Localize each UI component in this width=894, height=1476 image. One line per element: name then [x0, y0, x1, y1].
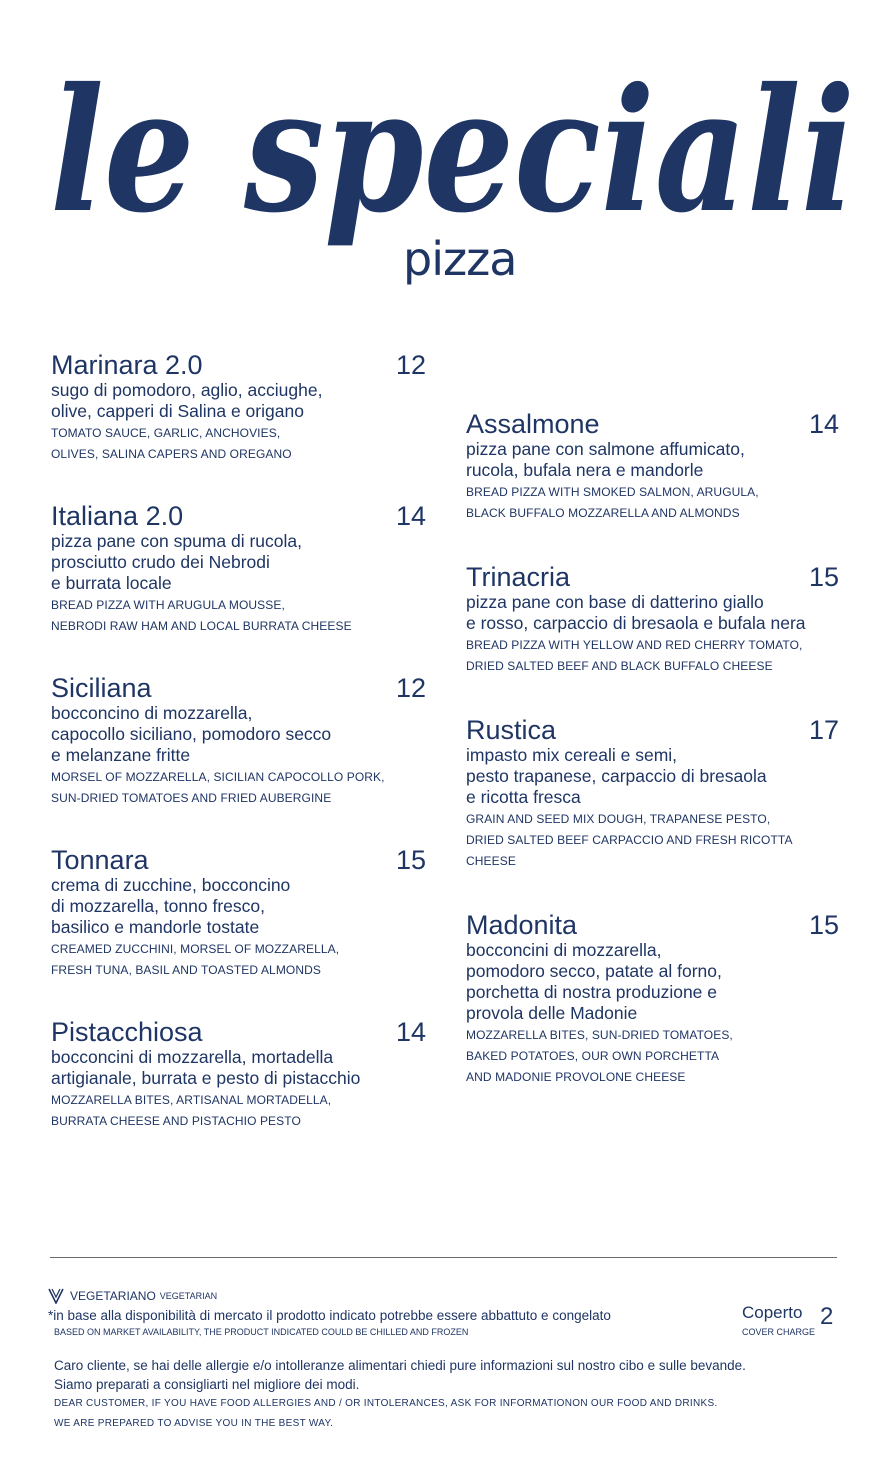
item-english: BREAD PIZZA WITH YELLOW AND RED CHERRY TOMATO, DRIED SALTED BEEF AND BLACK BUFFALO CHEESE [466, 638, 803, 673]
item-description: bocconcini di mozzarella, pomodoro secco, patate al forno, porchetta di nostra produzione e provola delle Madonie [466, 940, 722, 1023]
item-description: sugo di pomodoro, aglio, acciughe, olive, capperi di Salina e origano [51, 380, 323, 421]
item-name: Trinacria [466, 562, 571, 592]
item-english: MOZZARELLA BITES, ARTISANAL MORTADELLA, BURRATA CHEESE AND PISTACHIO PESTO [51, 1093, 332, 1128]
item-name: Rustica [466, 715, 557, 745]
menu-item-rustica [466, 715, 841, 872]
menu-item-pistacchiosa [51, 1017, 431, 1132]
vegetarian-icon [48, 1288, 64, 1304]
availability-note-en: BASED ON MARKET AVAILABILITY, THE PRODUCT INDICATED COULD BE CHILLED AND FROZEN [54, 1327, 469, 1337]
item-price: 14 [809, 409, 840, 439]
menu-subtitle: pizza [403, 232, 517, 286]
item-price: 15 [809, 562, 840, 592]
allergy-text-en-1: DEAR CUSTOMER, IF YOU HAVE FOOD ALLERGIES AND / OR INTOLERANCES, ASK FOR INFORMATIONON OUR FOOD AND DRINKS. [54, 1398, 718, 1409]
menu-column-left [51, 350, 431, 1168]
menu-item-italiana [51, 501, 431, 637]
item-name: Marinara 2.0 [51, 350, 203, 380]
item-name: Madonita [466, 910, 578, 940]
item-price: 12 [396, 673, 427, 703]
footer-notes [48, 1288, 848, 1337]
cover-charge [742, 1303, 815, 1337]
item-name: Pistacchiosa [51, 1017, 203, 1047]
allergy-text-it-2: Siamo preparati a consigliarti nel migliore dei modi. [54, 1377, 360, 1392]
menu-item-siciliana [51, 673, 431, 809]
item-description: crema di zucchine, bocconcino di mozzarella, tonno fresco, basilico e mandorle tostate [51, 875, 291, 937]
allergy-text-it-1: Caro cliente, se hai delle allergie e/o intolleranze alimentari chiedi pure informazioni sul nostro cibo e sulle bevande. [54, 1358, 746, 1373]
menu-item-assalmone [466, 409, 841, 524]
item-price: 14 [396, 1017, 427, 1047]
item-english: GRAIN AND SEED MIX DOUGH, TRAPANESE PESTO, DRIED SALTED BEEF CARPACCIO AND FRESH RICOTTA CHEESE [466, 812, 792, 868]
item-description: pizza pane con base di datterino giallo e rosso, carpaccio di bresaola e bufala nera [466, 592, 806, 633]
allergy-notice [54, 1356, 854, 1434]
item-english: CREAMED ZUCCHINI, MORSEL OF MOZZARELLA, FRESH TUNA, BASIL AND TOASTED ALMONDS [51, 942, 340, 977]
vegetarian-label-en: VEGETARIAN [159, 1291, 218, 1301]
item-description: bocconcini di mozzarella, mortadella artigianale, burrata e pesto di pistacchio [51, 1047, 361, 1088]
item-english: TOMATO SAUCE, GARLIC, ANCHOVIES, OLIVES, SALINA CAPERS AND OREGANO [51, 426, 292, 461]
cover-charge-price: 2 [820, 1303, 834, 1330]
vegetarian-legend [48, 1288, 848, 1304]
item-english: MORSEL OF MOZZARELLA, SICILIAN CAPOCOLLO PORK, SUN-DRIED TOMATOES AND FRIED AUBERGINE [51, 770, 385, 805]
menu-item-tonnara [51, 845, 431, 981]
item-english: BREAD PIZZA WITH ARUGULA MOUSSE, NEBRODI RAW HAM AND LOCAL BURRATA CHEESE [51, 598, 352, 633]
menu-item-madonita [466, 910, 841, 1088]
cover-charge-label-en: COVER CHARGE [742, 1327, 816, 1337]
item-price: 14 [396, 501, 427, 531]
item-name: Siciliana [51, 673, 152, 703]
item-name: Tonnara [51, 845, 149, 875]
cover-charge-label: Coperto [742, 1303, 803, 1322]
vegetarian-label: VEGETARIANO [70, 1289, 156, 1303]
item-price: 17 [809, 715, 840, 745]
allergy-text-en-2: WE ARE PREPARED TO ADVISE YOU IN THE BEST WAY. [54, 1418, 334, 1429]
item-english: BREAD PIZZA WITH SMOKED SALMON, ARUGULA, BLACK BUFFALO MOZZARELLA AND ALMONDS [466, 485, 759, 520]
menu-item-marinara [51, 350, 431, 465]
item-description: pizza pane con spuma di rucola, prosciutto crudo dei Nebrodi e burrata locale [51, 531, 302, 593]
menu-column-right [466, 409, 841, 1126]
item-price: 15 [809, 910, 840, 940]
item-name: Italiana 2.0 [51, 501, 184, 531]
availability-note: *in base alla disponibilità di mercato il prodotto indicato potrebbe essere abbattuto e congelato [48, 1308, 611, 1323]
item-english: MOZZARELLA BITES, SUN-DRIED TOMATOES, BAKED POTATOES, OUR OWN PORCHETTA AND MADONIE PROVOLONE CHEESE [466, 1028, 733, 1084]
item-description: pizza pane con salmone affumicato, rucola, bufala nera e mandorle [466, 439, 745, 480]
item-price: 15 [396, 845, 427, 875]
menu-item-trinacria [466, 562, 841, 677]
footer-divider [50, 1257, 837, 1258]
item-description: impasto mix cereali e semi, pesto trapanese, carpaccio di bresaola e ricotta fresca [466, 745, 767, 807]
item-description: bocconcino di mozzarella, capocollo siciliano, pomodoro secco e melanzane fritte [51, 703, 332, 765]
item-price: 12 [396, 350, 427, 380]
title-script: le speciali [50, 70, 855, 251]
item-name: Assalmone [466, 409, 600, 439]
